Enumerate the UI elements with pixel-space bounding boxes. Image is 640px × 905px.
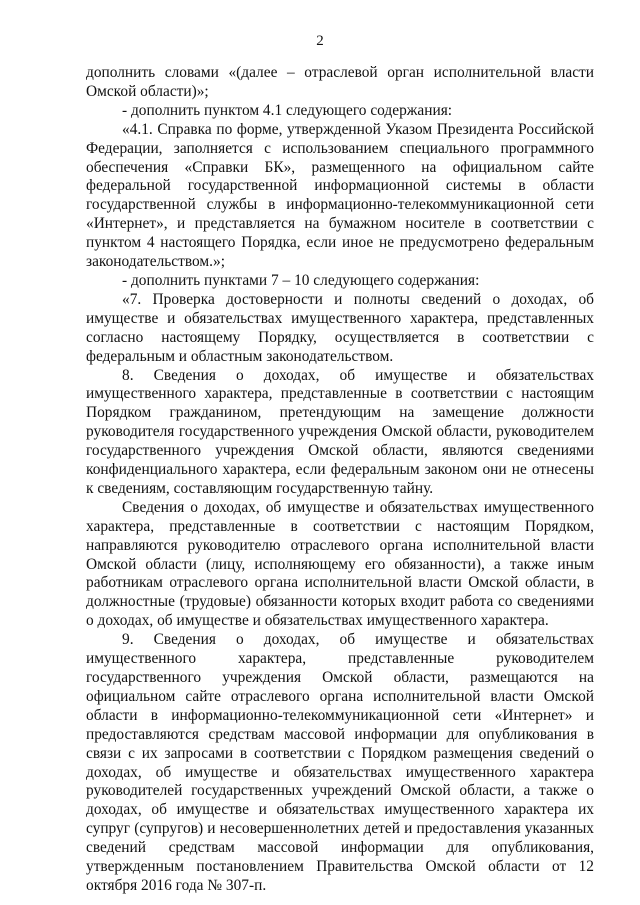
page-number: 2: [316, 33, 324, 49]
paragraph-item-9: 9. Сведения о доходах, об имуществе и обязательствах имущественного характера, представленные руководителем государственного учреждения Омской области, размещаются на официальном сайте отраслевого органа исполнительной власти Омской области в информационно-телекоммуникационной сети «Интернет» и предоставляются средствам массовой информации для опубликования в связи с их запросами в соответствии с Порядком размещения сведений о доходах, об имуществе и обязательствах имущественного характера руководителей государственных учреждений Омской области, а также о доходах, об имуществе и обязательствах имущественного характера их супруг (супругов) и несовершеннолетних детей и предоставления указанных сведений средствам массовой информации для опубликования, утвержденным постановлением Правительства Омской области от 12 октября 2016 года № 307-п.: [86, 631, 594, 894]
paragraph-item-7: «7. Проверка достоверности и полноты сведений о доходах, об имуществе и обязательствах имущественного характера, представленных согласно настоящему Порядку, осуществляется в соответствии с федеральным и областным законодательством.: [86, 290, 594, 365]
paragraph-amendment-title-words: дополнить словами «(далее – отраслевой орган исполнительной власти Омской области)»;: [86, 64, 594, 100]
paragraph-item-8-continued: Сведения о доходах, об имуществе и обязательствах имущественного характера, представленные в соответствии с настоящим Порядком, направляются руководителю отраслевого органа исполнительной власти Омской области (лицу, исполняющему его обязанности), а также иным работникам отраслевого органа исполнительной власти Омской области, в должностные (трудовые) обязанности которых входит работа со сведениями о доходах, об имуществе и обязательствах имущественного характера.: [86, 498, 594, 630]
paragraph-item-8: 8. Сведения о доходах, об имуществе и обязательствах имущественного характера, представленные в соответствии с настоящим Порядком гражданином, претендующим на замещение должности руководителя государственного учреждения Омской области, руководителем государственного учреждения Омской области, являются сведениями конфиденциального характера, если федеральным законом они не отнесены к сведениям, составляющим государственную тайну.: [86, 366, 594, 497]
paragraph-add-items-7-10-intro: - дополнить пунктами 7 – 10 следующего содержания:: [122, 271, 480, 289]
document-body: [86, 64, 594, 896]
paragraph-item-4-1: «4.1. Справка по форме, утвержденной Указом Президента Российской Федерации, заполняется с использованием специального программного обеспечения «Справки БК», размещенного на официальном сайте федеральной государственной информационной системы в области государственной службы в информационно-телекоммуникационной сети «Интернет», и представляется на бумажном носителе в соответствии с пунктом 4 настоящего Порядка, если иное не предусмотрено федеральным законодательством.»;: [86, 120, 594, 271]
paragraph-add-item-4-1-intro: - дополнить пунктом 4.1 следующего содержания:: [122, 101, 453, 119]
